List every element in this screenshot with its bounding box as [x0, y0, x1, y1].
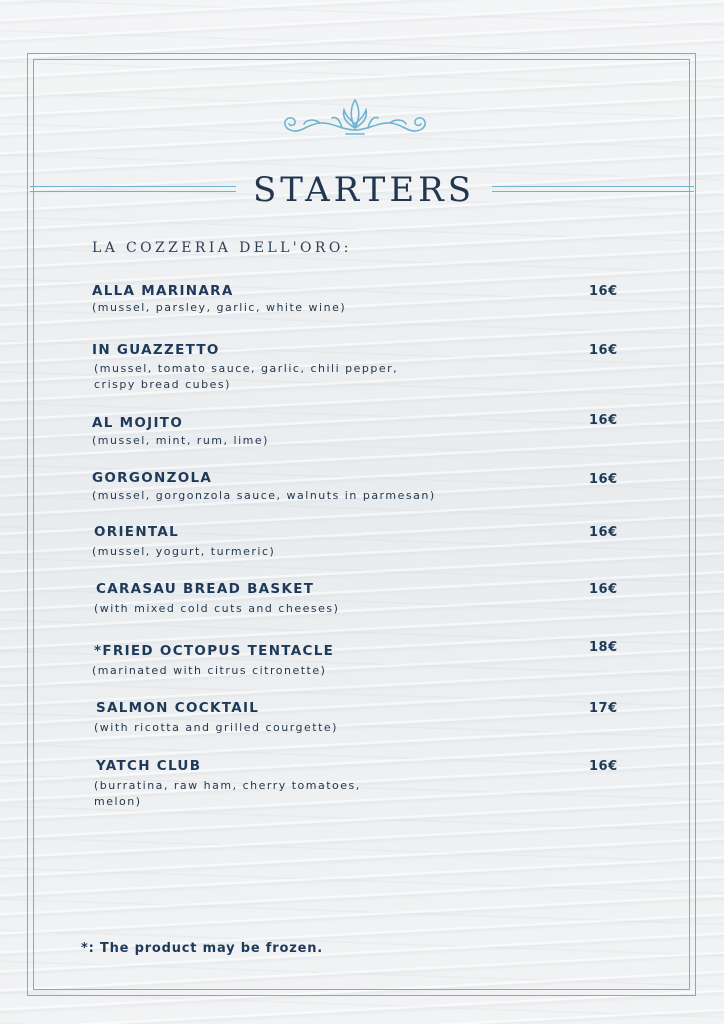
menu-item-price: 18€	[589, 640, 618, 655]
menu-item-price: 16€	[589, 582, 618, 597]
menu-item-name: YATCH CLUB	[96, 758, 202, 774]
menu-item-name: SALMON COCKTAIL	[96, 700, 260, 716]
menu-item-description: (mussel, gorgonzola sauce, walnuts in parmesan)	[92, 489, 436, 502]
menu-item-price: 16€	[589, 413, 618, 428]
menu-item-price: 16€	[589, 759, 618, 774]
menu-item-price: 16€	[589, 284, 618, 299]
menu-item-price: 17€	[589, 701, 618, 716]
flourish-ornament-icon	[276, 96, 434, 142]
menu-item-price: 16€	[589, 472, 618, 487]
menu-item-description: (with ricotta and grilled courgette)	[94, 721, 338, 734]
menu-item-price: 16€	[589, 525, 618, 540]
menu-item-name: AL MOJITO	[92, 415, 184, 431]
menu-item-name: CARASAU BREAD BASKET	[96, 581, 315, 597]
menu-item-name: *FRIED OCTOPUS TENTACLE	[94, 643, 335, 659]
menu-item-name: IN GUAZZETTO	[92, 342, 220, 358]
section-subtitle: LA COZZERIA DELL'ORO:	[92, 240, 352, 256]
menu-item-name: ALLA MARINARA	[92, 283, 234, 299]
menu-item-name: ORIENTAL	[94, 524, 180, 540]
menu-item-description: (burratina, raw ham, cherry tomatoes, melon)	[94, 779, 361, 808]
menu-item-description: (mussel, yogurt, turmeric)	[92, 545, 276, 558]
menu-item-name: GORGONZOLA	[92, 470, 213, 486]
menu-item-description: (with mixed cold cuts and cheeses)	[94, 602, 340, 615]
menu-item-price: 16€	[589, 343, 618, 358]
menu-item-description: (marinated with citrus citronette)	[92, 664, 327, 677]
menu-item-description: (mussel, parsley, garlic, white wine)	[92, 301, 347, 314]
menu-item-description: (mussel, tomato sauce, garlic, chili pepper, crispy bread cubes)	[94, 362, 399, 391]
page-title: STARTERS	[252, 170, 476, 210]
title-rule-left	[30, 186, 236, 192]
title-rule-right	[492, 186, 694, 192]
menu-item-description: (mussel, mint, rum, lime)	[92, 434, 269, 447]
frozen-product-footnote: *: The product may be frozen.	[81, 941, 323, 956]
